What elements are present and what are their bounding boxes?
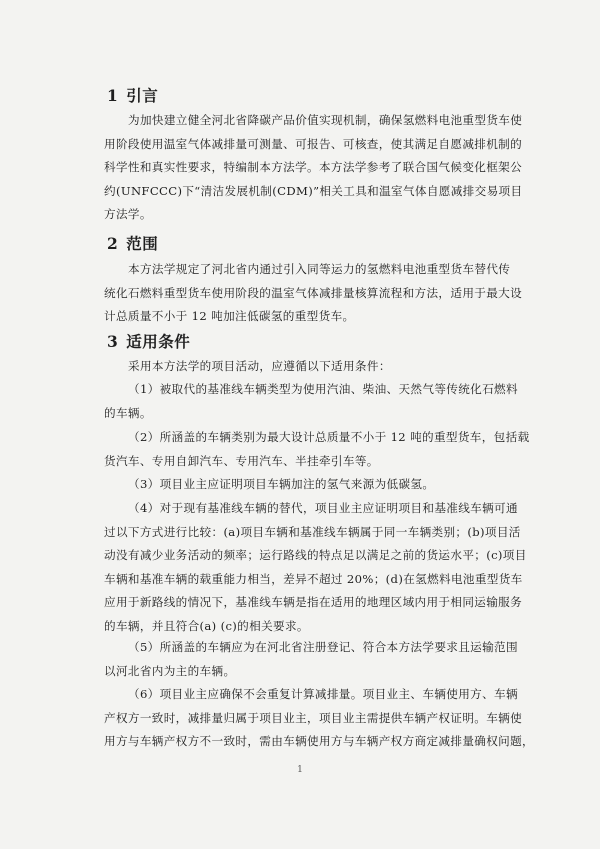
paragraph-condition-6	[104, 683, 534, 754]
section-heading-scope	[107, 232, 158, 254]
text-line: 科学性和真实性要求，特编制本方法学。本方法学参考了联合国气候变化框架公	[104, 160, 523, 174]
text-line: 计总质量不小于 12 吨加注低碳氢的重型货车。	[104, 309, 355, 323]
paragraph-condition-5	[104, 636, 522, 683]
section-heading-introduction	[107, 84, 158, 106]
paragraph-condition-2	[104, 426, 530, 473]
text-line: （6）项目业主应确保不会重复计算减排量。项目业主、车辆使用方、车辆	[128, 687, 518, 701]
text-line: 货汽车、专用自卸汽车、专用汽车、半挂牵引车等。	[104, 453, 379, 468]
section-title: 适用条件	[126, 332, 191, 351]
text-line: 过以下方式进行比较：(a)项目车辆和基准线车辆属于同一车辆类别；(b)项目活	[104, 524, 521, 539]
section-number: 3	[107, 332, 119, 351]
paragraph-introduction	[104, 109, 522, 227]
text-line: 产权方一致时，减排量归属于项目业主，项目业主需提供车辆产权证明。车辆使	[104, 710, 523, 725]
section-number: 1	[107, 86, 119, 105]
text-line: （3）项目业主应证明项目车辆加注的氢气来源为低碳氢。	[128, 477, 435, 491]
text-line: 的车辆，并且符合(a) (c)的相关要求。	[104, 618, 309, 633]
text-line: 用方与车辆产权方不一致时，需由车辆使用方与车辆产权方商定减排量确权问题，	[104, 734, 534, 748]
text-line: 约(UNFCCC)下“清洁发展机制(CDM)”相关工具和温室气体自愿减排交易项目	[104, 183, 523, 198]
paragraph-scope	[104, 258, 522, 329]
section-heading-applicability	[107, 330, 190, 352]
text-line: 车辆和基准车辆的载重能力相当，差异不超过 20%；(d)在氢燃料电池重型货车	[104, 571, 523, 586]
text-line: 统化石燃料重型货车使用阶段的温室气体减排量核算流程和方法，适用于最大设	[104, 285, 523, 300]
text-line: （4）对于现有基准线车辆的替代，项目业主应证明项目和基准线车辆可通	[128, 501, 518, 515]
text-line: 动没有减少业务活动的频率；运行路线的特点足以满足之前的货运水平；(c)项目	[104, 548, 527, 562]
text-line: 采用本方法学的项目活动，应遵循以下适用条件：	[128, 359, 391, 373]
text-line: （1）被取代的基准线车辆类型为使用汽油、柴油、天然气等传统化石燃料	[128, 382, 518, 396]
text-line: 用阶段使用温室气体减排量可测量、可报告、可核查，使其满足自愿减排机制的	[104, 136, 523, 151]
section-title: 引言	[126, 86, 159, 105]
text-line: （2）所涵盖的车辆类别为最大设计总质量不小于 12 吨的重型货车，包括载	[128, 430, 530, 444]
text-line: 以河北省内为主的车辆。	[104, 663, 236, 678]
text-line: 应用于新路线的情况下，基准线车辆是指在适用的地理区域内用于相同运输服务	[104, 595, 523, 609]
text-line: 的车辆。	[104, 405, 152, 420]
section-number: 2	[107, 234, 119, 253]
paragraph-condition-1	[104, 378, 522, 425]
text-line: （5）所涵盖的车辆应为在河北省注册登记、符合本方法学要求且运输范围	[128, 640, 518, 654]
text-line: 本方法学规定了河北省内通过引入同等运力的氢燃料电池重型货车替代传	[128, 262, 511, 276]
text-line: 方法学。	[104, 207, 152, 221]
paragraph-applicability-intro	[104, 355, 522, 379]
paragraph-condition-4	[104, 497, 527, 638]
text-line: 为加快建立健全河北省降碳产品价值实现机制，确保氢燃料电池重型货车使	[128, 113, 523, 127]
page-number: 1	[297, 765, 303, 775]
paragraph-condition-3	[104, 473, 522, 497]
section-title: 范围	[126, 234, 159, 253]
